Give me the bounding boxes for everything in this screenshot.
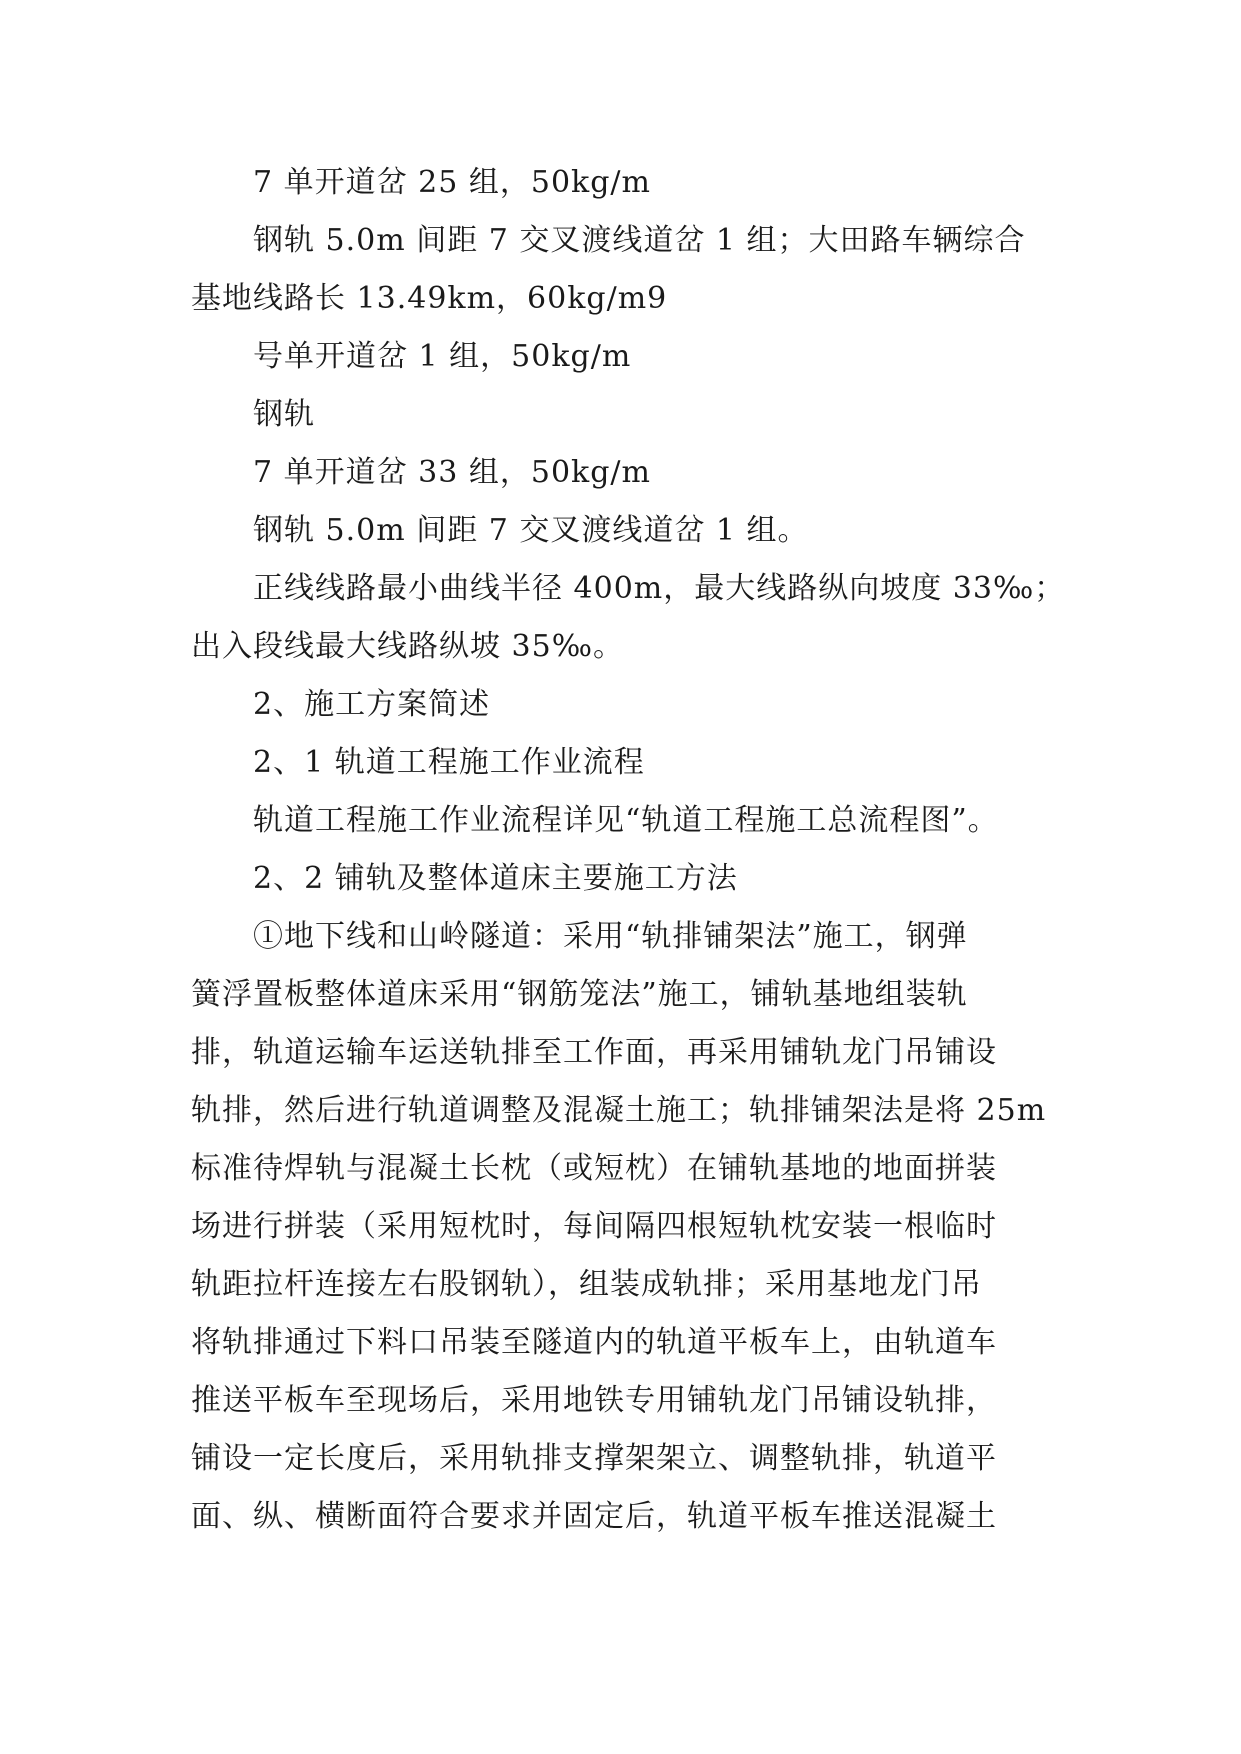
paragraph-line: 正线线路最小曲线半径 400m，最大线路纵向坡度 33‰； <box>253 571 1066 606</box>
paragraph <box>191 908 1061 1546</box>
paragraph <box>191 212 1061 328</box>
paragraph-line: 2、施工方案简述 <box>253 687 491 722</box>
paragraph-line: 推送平板车至现场后，采用地铁专用铺轨龙门吊铺设轨排， <box>191 1383 997 1418</box>
paragraph-line: 将轨排通过下料口吊装至隧道内的轨道平板车上，由轨道车 <box>191 1325 997 1360</box>
paragraph-line: 钢轨 <box>253 397 315 432</box>
paragraph <box>191 154 1061 212</box>
paragraph-line: 号单开道岔 1 组，50kg/m <box>253 339 632 374</box>
paragraph-line: 标准待焊轨与混凝土长枕（或短枕）在铺轨基地的地面拼装 <box>191 1151 997 1186</box>
paragraph-line: 2、1 轨道工程施工作业流程 <box>253 745 645 780</box>
paragraph-line: 出入段线最大线路纵坡 35‰。 <box>191 629 624 664</box>
paragraph-line: 轨排，然后进行轨道调整及混凝土施工；轨排铺架法是将 25m <box>191 1093 1047 1128</box>
paragraph-line: 钢轨 5.0m 间距 7 交叉渡线道岔 1 组；大田路车辆综合 <box>253 223 1026 258</box>
paragraph-line: 排，轨道运输车运送轨排至工作面，再采用铺轨龙门吊铺设 <box>191 1035 997 1070</box>
paragraph <box>191 676 1061 734</box>
paragraph <box>191 734 1061 792</box>
paragraph <box>191 328 1061 386</box>
paragraph-line: 7 单开道岔 25 组，50kg/m <box>253 165 651 200</box>
paragraph-line: 场进行拼装（采用短枕时，每间隔四根短轨枕安装一根临时 <box>191 1209 997 1244</box>
paragraph <box>191 444 1061 502</box>
paragraph-line: 面、纵、横断面符合要求并固定后，轨道平板车推送混凝土 <box>191 1499 997 1534</box>
paragraph-line: 7 单开道岔 33 组，50kg/m <box>253 455 651 490</box>
paragraph-line: 簧浮置板整体道床采用“钢筋笼法”施工，铺轨基地组装轨 <box>191 977 968 1012</box>
paragraph-line: 钢轨 5.0m 间距 7 交叉渡线道岔 1 组。 <box>253 513 809 548</box>
paragraph <box>191 502 1061 560</box>
document-body <box>191 154 1066 1546</box>
paragraph-line: 轨道工程施工作业流程详见“轨道工程施工总流程图”。 <box>253 803 999 838</box>
paragraph <box>191 386 1061 444</box>
paragraph-line: 基地线路长 13.49km，60kg/m9 <box>191 281 668 316</box>
paragraph <box>191 850 1061 908</box>
paragraph-line: 2、2 铺轨及整体道床主要施工方法 <box>253 861 738 896</box>
paragraph-line: 轨距拉杆连接左右股钢轨），组装成轨排；采用基地龙门吊 <box>191 1267 982 1302</box>
paragraph <box>191 792 1061 850</box>
paragraph <box>191 560 1066 676</box>
paragraph-line: 铺设一定长度后，采用轨排支撑架架立、调整轨排，轨道平 <box>191 1441 997 1476</box>
paragraph-line: ①地下线和山岭隧道：采用“轨排铺架法”施工，钢弹 <box>253 919 968 954</box>
